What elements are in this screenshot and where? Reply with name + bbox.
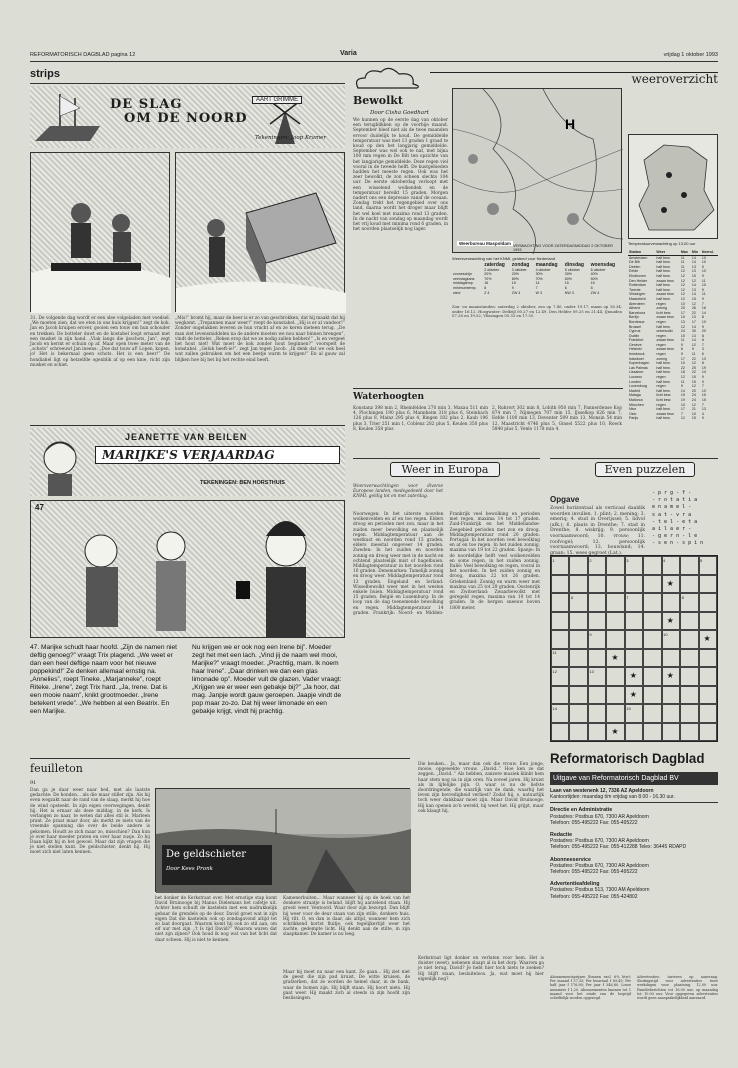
- puzzle-cell[interactable]: [606, 612, 624, 631]
- rd-abonnee-2: Telefoon: 055-495222 Fax: 055-495222: [550, 869, 638, 876]
- puzzle-cell[interactable]: [606, 723, 624, 742]
- puzzle-cell[interactable]: [699, 630, 717, 649]
- puzzle-cell[interactable]: [625, 723, 643, 742]
- puzzle-cell[interactable]: [680, 704, 698, 723]
- feuilleton-title-box: [162, 845, 272, 885]
- station-row: Genève regen 9 12 7: [629, 342, 704, 347]
- puzzle-cell-number: 6: [570, 594, 574, 600]
- puzzle-cell[interactable]: [625, 612, 643, 631]
- puzzle-cell[interactable]: [680, 556, 698, 575]
- puzzle-cell[interactable]: [699, 575, 717, 594]
- puzzle-cell[interactable]: [680, 593, 698, 612]
- puzzle-cell[interactable]: [662, 686, 680, 705]
- feuilleton-text-4: Maar hij moet nu naar een kant. Ze gaan... Hij ziet niet de geest die zijn pad kruist. De witte kruisen, de grafzerken, dat ze worden de hemel daar, in de bank, waar de bomen zijn. Hij blijft staan. Hij hoort niets. Hij gaat weer. Hij maakt zich al steeds in zijn hoofd zijn beslissingen.: [283, 970, 410, 1002]
- puzzle-cell[interactable]: [588, 667, 606, 686]
- puzzle-cell[interactable]: [643, 575, 661, 594]
- puzzle-cell[interactable]: [699, 723, 717, 742]
- puzzle-cell-number: 7: [626, 594, 629, 600]
- puzzle-cell[interactable]: [680, 667, 698, 686]
- sledge-scene-icon: [31, 153, 171, 313]
- puzzel-rule: [550, 458, 718, 459]
- puzzle-cell-number: 2: [589, 557, 592, 563]
- puzzle-cell[interactable]: [643, 612, 661, 631]
- girl-portrait-icon: [30, 428, 90, 496]
- puzzle-cell[interactable]: [662, 575, 680, 594]
- rd-advertentie-title: Advertentieafdeling: [550, 881, 600, 888]
- puzzle-cell-number: 10: [663, 631, 668, 637]
- sun-moon-text: Zon- en maanstanden: zaterdag 2 oktober, zon op 7.40, onder 19.17, maan op 16.34, onder 16.12. Hoogwater: Delfzijl 00.27 en 12.49, Den Helder 09.25 en 21.44, IJmuiden 07.28 en 19.52, Vlissingen 05.33 en 17.55.: [452, 304, 622, 319]
- rd-fine-right: Advertenties: tarieven op aanvraag. Sluitingstijd voor advertenties twee werkdagen voor plaatsing, 12.00 uur. Familieberichten tot 16.00 uur, op maandag tot 10.00 uur. Voor opgegeven advertenties wordt geen aansprakelijkheid aanvaard.: [637, 975, 718, 1001]
- puzzle-cell[interactable]: [551, 575, 569, 594]
- puzzle-cell[interactable]: [551, 649, 569, 668]
- puzzle-cell[interactable]: [569, 593, 587, 612]
- slag-author: AART GRIMME: [252, 96, 302, 104]
- marijke-panel: [30, 500, 345, 638]
- puzzle-cell[interactable]: [643, 556, 661, 575]
- puzzle-cell[interactable]: [662, 704, 680, 723]
- strips-rule: [30, 83, 345, 84]
- puzzel-title: Even puzzelen: [595, 462, 695, 477]
- station-row: Luxemburg regen 9 12 7: [629, 384, 704, 389]
- puzzle-cell[interactable]: [569, 686, 587, 705]
- puzzle-cell[interactable]: [551, 686, 569, 705]
- nl-temp-map: [628, 134, 718, 239]
- newspaper-page: [30, 50, 718, 1055]
- station-row: Eelde half bew. 12 13 10: [629, 269, 706, 274]
- station-row: Aberdeen regen 10 12 7: [629, 301, 704, 306]
- station-row: Nice half bew. 17 21 13: [629, 407, 706, 412]
- puzzle-cell[interactable]: [588, 704, 606, 723]
- europa-title: Weer in Europa: [390, 462, 500, 477]
- puzzle-cell[interactable]: [588, 649, 606, 668]
- europa-text: Noorwegen: In het uiterste noorden wolkenvelden en af en toe regen. Elders droog en perioden met zon, maar in het zuiden meer bewolking en plaatselijk regen. Middagtemperatuur aan de westkust en noorden rond 15 graden, elders meestal ongeveer 14 graden. Zweden: In het zuiden en noorden zonnig en droog weer met in de nacht en ochtend plaatselijk mist of hagelbuien. Middagtemperatuur in het noorden rond 10 graden. Denemarken: Tamelijk zonnig en droog weer. Middagtemperatuur rond 13 graden. Engeland en Ierland: Wisselbewolkt weer met in het westen enkele buien. Middagtemperatuur rond 15 graden. België en Luxemburg: In de loop van de dag toenemende bewolking en regen. Middagtemperatuur 14 graden. Frankrijk: Noord- en Midden-Frankrijk veel bewolking en perioden met regen, maxima 14 tot 17 graden. Zuid-Frankrijk en het Middellandse-Zeegebied perioden met zon en droog. Middagtemperatuur rond 20 graden. Portugal: In het noorden veel bewolking en af en toe regen. In het zuiden zonnig, maxima van 19 tot 22 graden. Spanje: In de noordelijke helft veel wolkenvelden en soms regen, in het zuiden zonnig. Italië: Veel bewolking en regen, vooral in het noorden. In het zuiden zonnig en droog, maxima 22 tot 26 graden. Griekenland: Zonnig en warm weer met maxima van 25 tot 29 graden. Oostenrijk en Zwitserland: Zwaarbewolkt met geregeld regen, maxima van 10 tot 14 graden. In de bergen sneeuw boven 1800 meter.: [353, 512, 540, 616]
- puzzle-cell[interactable]: [643, 723, 661, 742]
- rd-address: Laan van westenenk 12, 7336 AZ Apeldoorn: [550, 788, 654, 794]
- station-row: Cyprus onbewolkt 24 30 20: [629, 329, 706, 334]
- puzzle-cell[interactable]: [643, 630, 661, 649]
- puzzle-cell[interactable]: [569, 556, 587, 575]
- puzzle-cell[interactable]: [643, 649, 661, 668]
- puzzle-cell[interactable]: [588, 575, 606, 594]
- puzzle-cell[interactable]: [699, 556, 717, 575]
- station-row: Oslo zwaar bew. 7 10 4: [629, 411, 704, 416]
- station-row: Istanboel zonnig 17 22 13: [629, 356, 706, 361]
- puzzle-cell[interactable]: [551, 612, 569, 631]
- slag-panel-1: [30, 152, 170, 312]
- svg-text:H: H: [565, 116, 576, 132]
- cloud-icon: [353, 66, 423, 90]
- station-row: Londen half bew. 11 15 9: [629, 379, 704, 384]
- station-row: Bordeaux regen 13 17 10: [629, 319, 706, 324]
- rd-redactie-1: Postadres: Postbus 670, 7300 AR Apeldoorn: [550, 838, 649, 845]
- puzzle-cell[interactable]: [569, 667, 587, 686]
- puzzle-cell[interactable]: [588, 686, 606, 705]
- puzzle-cell[interactable]: [625, 649, 643, 668]
- netherlands-map-icon: [629, 135, 719, 240]
- puzzle-cell[interactable]: [551, 556, 569, 575]
- puzzle-cell[interactable]: [606, 593, 624, 612]
- puzzle-cell[interactable]: [569, 612, 587, 631]
- puzzle-cell[interactable]: [699, 686, 717, 705]
- feuilleton-photo: [155, 788, 410, 892]
- feuilleton-author: Door Kees Pronk: [166, 866, 213, 872]
- station-row: Mallorca licht bew. 19 24 15: [629, 398, 706, 402]
- puzzle-cell[interactable]: [699, 649, 717, 668]
- slag-artist: Tekeningen: Joop Kramer: [255, 135, 327, 141]
- marijke-author: JEANETTE VAN BEILEN: [125, 432, 248, 442]
- puzzle-grid[interactable]: [550, 555, 718, 742]
- puzzle-cell[interactable]: [699, 667, 717, 686]
- puzzle-cell[interactable]: [569, 723, 587, 742]
- station-row: Helsinki zwaar bew. 6 9 3: [629, 347, 704, 352]
- panel-number: 47: [35, 503, 44, 512]
- station-row: München regen 10 12 7: [629, 402, 704, 407]
- station-row: Barcelona licht bew. 17 22 14: [629, 310, 706, 315]
- marijke-title: MARIJKE'S VERJAARDAG: [95, 446, 340, 464]
- feuilleton-chapter: 91: [30, 780, 37, 786]
- station-row: Athene zonnig 20 26 16: [629, 306, 706, 311]
- forecast-dates: 2 oktober 3 oktober 4 oktober 5 oktober 6 oktober: [484, 267, 606, 272]
- marijke-artist: TEKENINGEN: BEN HORSTHUIS: [200, 480, 285, 486]
- puzzle-cell[interactable]: [551, 667, 569, 686]
- rd-masthead: Reformatorisch Dagblad: [550, 750, 705, 766]
- marijke-caption-left: 47. Marijke schudt haar hoofd. „Zijn de namen niet deftig genoeg?” vraagt Trix plagend. „We weet er dan een heel deftige naam voor het nieuwe poppekind!” Ze denken allemaal ernstig na. „Annelies”, roept Tineke. „Marjanneke”, roept Riteke. „Irene”, zegt Trix hard. „Ja, Irene. Dat is een mooie naam”, knikt grootmoeder. „Irene betekent vrede”. „We hebben al een Beatrix. En een Marijke.: [30, 644, 177, 715]
- puzzle-cell[interactable]: [551, 630, 569, 649]
- puzzle-cell[interactable]: [588, 630, 606, 649]
- puzzle-cell-number: 13: [589, 668, 594, 674]
- waterhoogten-text: Konstanz 398 min 2, Rheinfelden 270 min 3, Maxau 511 min 4, Plochingen 190 plus 6, Mannheim 318 plus 6, Steinbach 126 plus 8, Mainz 295 plus 4, Bingen 182 plus 2, Kaub 196 plus 3, Trier 251 min 1, Coblenz 282 plus 5, Keulen 350 plus 8, Keulen 358 plus: [353, 406, 488, 432]
- puzzle-cell-number: 3: [626, 557, 629, 563]
- forecast-row: zonneschijn 20% 20% 30% 30% 40%: [453, 272, 598, 277]
- waterhoogten-text2: 2, Ruhrort 302 min 8, Lobith 950 min 7, Pannerdense Kop 874 min 7, Nijmegen 707 min 15, IJsselkop 626 min 7, Eefde 1100 min 13, Deventer 509 min 13, Monsin 54 min 12, Maastricht 4746 plus 5, Ginsel 5522 plus 10, Roeck 5840 plus 5, Venlo 1178 min 4.: [492, 406, 622, 432]
- station-row: Den Helder zwaar bew. 12 12 11: [629, 278, 706, 283]
- europa-intro: Weersverwachtingen voor diverse Europese landen, medegedeeld door het KNMI, geldig tot en met zaterdag.: [353, 484, 443, 500]
- puzzle-cell[interactable]: [625, 704, 643, 723]
- puzzle-cell[interactable]: [699, 612, 717, 631]
- weer-title: weeroverzicht: [631, 72, 718, 86]
- puzzle-cell-number: 14: [552, 705, 557, 711]
- feuilleton-rule: [30, 758, 410, 759]
- puzzle-cell[interactable]: [625, 575, 643, 594]
- station-row: Brussel half bew. 12 14 9: [629, 324, 704, 329]
- station-row: Lissabon half bew. 18 22 14: [629, 370, 706, 375]
- rd-advertentie-2: Telefoon: 055-495222 Fax: 055-424802: [550, 893, 638, 900]
- station-row: Madrid half bew. 14 20 10: [629, 388, 706, 393]
- puzzle-cell[interactable]: [588, 556, 606, 575]
- feuilleton-text-2: het donker de Kerkstraat over. Met ernstige stap komt David Bruinooge bij Manus Dielemans het cafetje uit. Achter hem schuift de kastelein met een nadrukkelijk gebaar de grendels op de deur. David groet wat in zijn eigen Dat die kastelein ook op zondagavond altijd tot zo laat doorgaat. Waarom komt hij ook zo stil aan, om elf uur met zijn „'t Is tijd David?” Waarom waren dat niet zijn zijnen? Ook houd ik nog wat van het licht dat daar scheen. Hij is niet te kennen.: [155, 896, 277, 943]
- rd-direction-2: Telefoon: 055-495222 Fax: 055-495222: [550, 819, 638, 826]
- puzzle-cell[interactable]: [680, 649, 698, 668]
- puzzle-cell[interactable]: [680, 630, 698, 649]
- puzzle-cell[interactable]: [606, 686, 624, 705]
- weather-map-graphic: [453, 89, 623, 254]
- station-row: Locarno regen 12 15 9: [629, 375, 704, 380]
- strips-label: strips: [30, 68, 60, 80]
- slag-text-left: 31. De volgende dag wordt er een slee volgeladen met voedsel. „We moeten zien, dat we eten in ons huis krijgen!” zegt de kok. Jan en Jacob kruipen erover, gooien een touw om hun schouder en trekken. De botteler duwt en de kostabel loopt ernaast met een musket in zijn hand. „Vlak langs die ijsschots, Jan”, zegt Jacob en kermt er schuin op af. Maar open twee meter van de „schots” schreeuwt Jan ineens: „Doe dat touw af! Lopen, kopen, jo! Het is bekernaal geen schots. Het is een beer!” De hondiahel ligt op hetzelfde ogenblik af op een knie, richt zijn musket en schiet.: [30, 316, 170, 368]
- feuilleton-label: feuilleton: [30, 762, 83, 775]
- puzzle-cell[interactable]: [588, 723, 606, 742]
- map-caption: VERWACHTING VOOR ZATERDAGMIDDAG 2 OKTOBER 1993: [513, 244, 613, 252]
- puzzle-cell[interactable]: [662, 630, 680, 649]
- station-row: Rotterdam half bew. 12 14 10: [629, 283, 706, 288]
- puzzle-cell[interactable]: [588, 593, 606, 612]
- forecast-row: minimumtemp. 8 9 7 6 8: [453, 285, 593, 290]
- forecast-row: neerslagkans 70% 80% 70% 60% 50%: [453, 276, 598, 281]
- rd-fine-left: Abonnementsprijzen (binnen excl. 6% btw): Per maand f 37,35; Per kwartaal f 89,45; Per half jaar f 176,80; Per jaar f 346,80. Losse nummers f 1,20. Abonnementen kunnen tot 1 maand voor het einde van de looptijd schriftelijk worden opgezegd.: [550, 975, 631, 1001]
- puzzle-cell[interactable]: [680, 723, 698, 742]
- station-row: Las Palmas half bew. 22 25 19: [629, 365, 706, 370]
- puzzle-cell[interactable]: [662, 723, 680, 742]
- opgave-text: Zowel horizontaal als verticaal daaldik woorden invullen. 1. plint; 2. mening; 3. emeriq; 4. stud in Overijssel; 5. lidvol (afk.); 6. plaats in Drenthe; 7. stad in Drenthe; 8. wiskrijg; 9. persoonlijk voornaamwoord; 10. vrouw; 11. roofvogel; 12. persoonlijk voornaamwoord; 13. bouwland; 14. graan; 15. wees gegroet (Lat.).: [550, 506, 645, 556]
- slag-panel-2: [175, 152, 345, 312]
- forecast-intro: Weersverwachting van het KNMI, geldend voor Nederland: [452, 256, 556, 261]
- waterhoogten-title: Waterhoogten: [353, 392, 425, 402]
- rd-abonnee-1: Postadres: Postbus 670, 7300 AR Apeldoorn: [550, 862, 649, 869]
- puzzle-cell[interactable]: [680, 686, 698, 705]
- running-header: [30, 50, 718, 62]
- station-row: Frankfurt zwaar bew. 11 14 8: [629, 338, 704, 343]
- rd-publisher-bar: Uitgave van Reformatorisch Dagblad BV: [550, 772, 718, 785]
- slag-title: DE SLAG OM DE NOORD: [110, 97, 248, 126]
- header-left: REFORMATORISCH DAGBLAD pagina 12: [30, 52, 136, 58]
- bewolkt-text: We kunnen op de eerste dag van oktober een terugblikken op de voorbije maand. September bleef niet als de twee maanden ervoor duidelijk te koud. De gemiddelde temperatuur was met 13 graden 1 graad te koud op den bet langjarig gemiddelde. September was wel ook te nat, met bijna 100 mm regen in De Bilt ten opzichte van het langjarige gemiddelde. Deze regen viel vooral in de tweede helft. De kustgebieden hadden het meeste regen. Ook was het zeer bewolkt, de zon scheen slechts 104 uur. De eerste oktoberdag verloopt met een wisselend wolkendek en de temperatuur bereikt 15 graden. Morgen nadert ons een depressie vanaf de oceaan. Zondag trekt het regengebied over ons land, daarna wordt het droger maar blijft het wel koel met maxima rond 13 graden. In de nacht van zondag op maandag wordt het vrij koud met minima rond 6 graden, in het noorden plaatselijk nog lager.: [353, 118, 448, 233]
- puzzel-letters: - p r g - f - - r o t a t i a e n a m e l - s a t - v r a - t e l - e t a a i l a e r - - g e r n - l e - s e n - s p i n: [652, 490, 704, 547]
- bewolkt-byline: Door Cisha Goedhart: [370, 110, 429, 116]
- puzzle-cell-number: 9: [589, 631, 592, 637]
- forecast-table: [452, 263, 622, 295]
- rd-hours: Kantoortijden: maandag t/m vrijdag van 8.00 - 16.30 uur.: [550, 794, 718, 803]
- feuilleton-text-3: Kamenerbuiten... Maar wanneer hij op de hoek van het donkere straatje is beland, blijft hij aarzelend staan. Hij groeit weer. Ventoord. Waar door zijn bezorgd. Dan blijft hij weer voor de deur staan van zijn stille, donkere huis. Hij rilt. O, en dan is daar, als altijd, wanneer hem zich schrikkend kortst fluitje, ook tegelijkertijd weer het zachte, gedempte licht. Hij denkt aan de stilte, in zijn slaapkamer. De kamer is nu leeg.: [283, 896, 410, 938]
- puzzle-cell[interactable]: [551, 704, 569, 723]
- feuilleton-text-1: Dan ga je daar weer naar bed, met als laatste gedachte: De honden... als die maar stiller zijn. Als hij even wegzakt naar de rand van de slaap, merkt hij hoe de wind opsteekt. In zijn eigen overwegingen, denkt hij. Het is ernaar als deze middag, in de kerk. Is verlangen zo naar, te weten dat alles stil is. Marleen prant. Ze praat maar door, als merkt ze niets van de vreemde spanning die over de beide andere is gekomen. Houdt ze zich maar zo, misschien? Dan kun je over haar moeder praten en over haar zusje. Zo bij Daan kijkt hij in het gewoel. Maar dat zijn vragen die je niet stellen kunt. De geldschieter, denkt hij. Hij moet zich niet laten kennen.: [30, 788, 150, 856]
- station-table-header: Station Weer Max Min Neersl.: [628, 250, 718, 255]
- puzzle-cell[interactable]: [551, 723, 569, 742]
- station-row: De Bilt half bew. 11 14 10: [629, 260, 706, 265]
- forecast-row: middagtemp. 16 15 14 15 15: [453, 281, 595, 286]
- station-table-box: [628, 250, 718, 455]
- puzzle-cell[interactable]: [569, 649, 587, 668]
- marijke-caption-right: Nu krijgen we er ook nog een Irene bij”. Moeder zegt het met een lach. „Vind jij de naam wel mooi, Marijke?” vraagt moeder. „Prachtig, mam. Ik noem haar Irene”. „Daar drinken we dan een glas limonade op”. Moeder vult de glazen. Vader vraagt: „Krijgen we er weer een gebakje bij?” „Ja hoor, dat mag. Janpje wordt gauw geroepen. Jaapje vindt de pop maar zo-zo. Dat hij weer limonade en een gebakje krijgt, vindt hij prachtig.: [192, 644, 342, 715]
- puzzle-cell[interactable]: [625, 686, 643, 705]
- station-row: Amsterdam half bew. 11 14 10: [629, 255, 706, 260]
- station-row: Innsbruck regen 9 11 6: [629, 352, 704, 357]
- europa-rule: [353, 458, 540, 459]
- slag-text-right: „Mis!” bromt hij, maar de beer is er zo van geschrokken, dat hij maakt dat hij wegkomt. „Trepannen maar weer!” roept de konstabel. „Hij is er al vandoor!” Zonder ongelukken leveren ze hun vracht af en ze keren meteen terug. „De man ziet levensmiddelen na de andere moeten we nou naar binnen brengen”, vindt de botteler. „Reken erop dat we ze nodig zullen hebben!” „Is en vergeet het hout niet! Wat moet de kok zonder hout beginnen?” voorspelt de konstabel. „Geluk heeft-ie!”, zegt Jan tegen Jacob. „Ik denk dat we ook heel wat zullen gebruiken om het een beetje warm te krijgen!” En al gauw zal blijken hoe bij het bij het rechte eind heeft.: [175, 316, 345, 363]
- header-date: vrijdag 1 oktober 1993: [663, 52, 718, 58]
- rd-abonnee-title: Abonneeservice: [550, 856, 591, 863]
- puzzle-cell[interactable]: [588, 612, 606, 631]
- feuilleton-text-5: Die keuken... Ja, maar dan ook die vrouw. Een jonge, mooie, opgewekte vrouw. „David..” Hoe ken ze dat zeggen. „David..” Als hebben, zanzere muziek klinkt hem haar stem nog na in zijn oren. Na zoveel jaren. Hij kruist als in lijfelijke pijn. O, waar is nu de liefste doordringende, die waarlijk van de dank, waarbij het leven zijn bevredigheid verliest? Zodat hij, o, natuurlijk toch weer dankbaar moet zijn. Maar David Bruinooge. Hij kan openen zo'n wereld, hij weet het. Hij grijpt, maar ook klaagt hij.: [418, 762, 544, 814]
- puzzle-cell[interactable]: [662, 667, 680, 686]
- water-rule: [353, 388, 623, 389]
- puzzle-cell[interactable]: [699, 593, 717, 612]
- puzzle-cell-number: 1: [552, 557, 555, 563]
- puzzle-cell[interactable]: [662, 593, 680, 612]
- nl-map-caption: Temperatuurverwachting op 13.00 uur: [628, 241, 696, 246]
- puzzle-cell[interactable]: [569, 630, 587, 649]
- header-section: Varia: [340, 50, 357, 57]
- rd-redactie-title: Redactie: [550, 832, 573, 839]
- puzzle-cell[interactable]: [625, 667, 643, 686]
- puzzle-cell[interactable]: [625, 556, 643, 575]
- station-row: Kopenhagen half bew. 10 12 8: [629, 361, 704, 366]
- feuilleton-title: De geldschieter: [166, 849, 247, 860]
- forecast-days: zaterdag zondag maandag dinsdag woensdag: [484, 262, 616, 268]
- puzzle-cell[interactable]: [569, 704, 587, 723]
- puzzle-cell[interactable]: [625, 630, 643, 649]
- rd-direction-title: Directie en Administratie: [550, 807, 613, 814]
- station-row: Vlissingen zwaar bew. 12 14 11: [629, 292, 706, 297]
- puzzle-cell-number: 4: [663, 557, 666, 563]
- puzzle-cell[interactable]: [643, 593, 661, 612]
- puzzle-cell[interactable]: [699, 704, 717, 723]
- station-row: Deelen half bew. 11 13 9: [629, 264, 704, 269]
- puzzle-cell[interactable]: [606, 556, 624, 575]
- puzzle-cell[interactable]: [643, 704, 661, 723]
- station-row: Dublin regen 10 13 8: [629, 333, 704, 338]
- station-row: Maastricht half bew. 12 15 9: [629, 296, 704, 301]
- puzzle-cell-number: 8: [681, 594, 684, 600]
- puzzle-cell-number: 12: [552, 668, 557, 674]
- puzzle-cell[interactable]: [625, 593, 643, 612]
- puzzle-cell[interactable]: [569, 575, 587, 594]
- station-row: Malaga licht bew. 19 24 15: [629, 393, 706, 398]
- puzzle-cell[interactable]: [606, 704, 624, 723]
- puzzle-cell[interactable]: [551, 593, 569, 612]
- hut-scene-icon: [176, 153, 346, 313]
- puzzle-cell[interactable]: [662, 649, 680, 668]
- family-scene-icon: [31, 501, 346, 639]
- station-row: Twente half bew. 12 13 9: [629, 287, 704, 292]
- puzzle-cell[interactable]: [643, 667, 661, 686]
- puzzle-cell[interactable]: [606, 630, 624, 649]
- puzzle-cell[interactable]: [606, 575, 624, 594]
- puzzle-cell[interactable]: [680, 575, 698, 594]
- puzzle-cell[interactable]: [662, 612, 680, 631]
- station-table: [628, 250, 718, 421]
- opgave-title: Opgave: [550, 495, 580, 504]
- puzzle-cell-number: 11: [552, 650, 557, 655]
- rd-advertentie-1: Postadres: Postbus 513, 7300 AM Apeldoorn: [550, 887, 650, 894]
- forecast-row: wind Z 4 ZW 4 W 3 NW 3 ZW 4: [453, 290, 600, 295]
- puzzle-cell[interactable]: [680, 612, 698, 631]
- weather-map: [452, 88, 622, 253]
- puzzle-cell-number: 5: [700, 557, 703, 563]
- puzzle-cell[interactable]: [606, 667, 624, 686]
- puzzle-cell[interactable]: [643, 686, 661, 705]
- rd-redactie-2: Telefoon: 055-495222 Fax: 055-412288 Telex: 36445 RDAPD: [550, 844, 687, 851]
- feuilleton-text-6: Kerkstraat ligt donker en verlaten voor hem. Het is duister (weet), nebenen slaapt al in het dorp. Waarom ga je niet terug, David? Je hebt hier toch niets te zoeken? Hij blijft staan, besluiteloos. Ja, wat moet hij hier eigenlijk nog?: [418, 956, 544, 982]
- station-row: Eindhoven half bew. 12 15 9: [629, 273, 704, 278]
- rd-colofon: [550, 788, 718, 900]
- puzzle-cell-number: 15: [626, 705, 631, 711]
- puzzle-cell[interactable]: [662, 556, 680, 575]
- map-source: Weerbureau Maspoldam: [459, 241, 511, 246]
- station-row: Parijs half bew. 12 15 9: [629, 416, 704, 421]
- station-row: Berlijn zwaar bew. 10 13 8: [629, 315, 704, 320]
- bewolkt-title: Bewolkt: [353, 94, 403, 107]
- rd-direction-1: Postadres: Postbus 670, 7300 AR Apeldoorn: [550, 813, 649, 820]
- puzzle-cell[interactable]: [606, 649, 624, 668]
- strip2-rule: [30, 425, 345, 426]
